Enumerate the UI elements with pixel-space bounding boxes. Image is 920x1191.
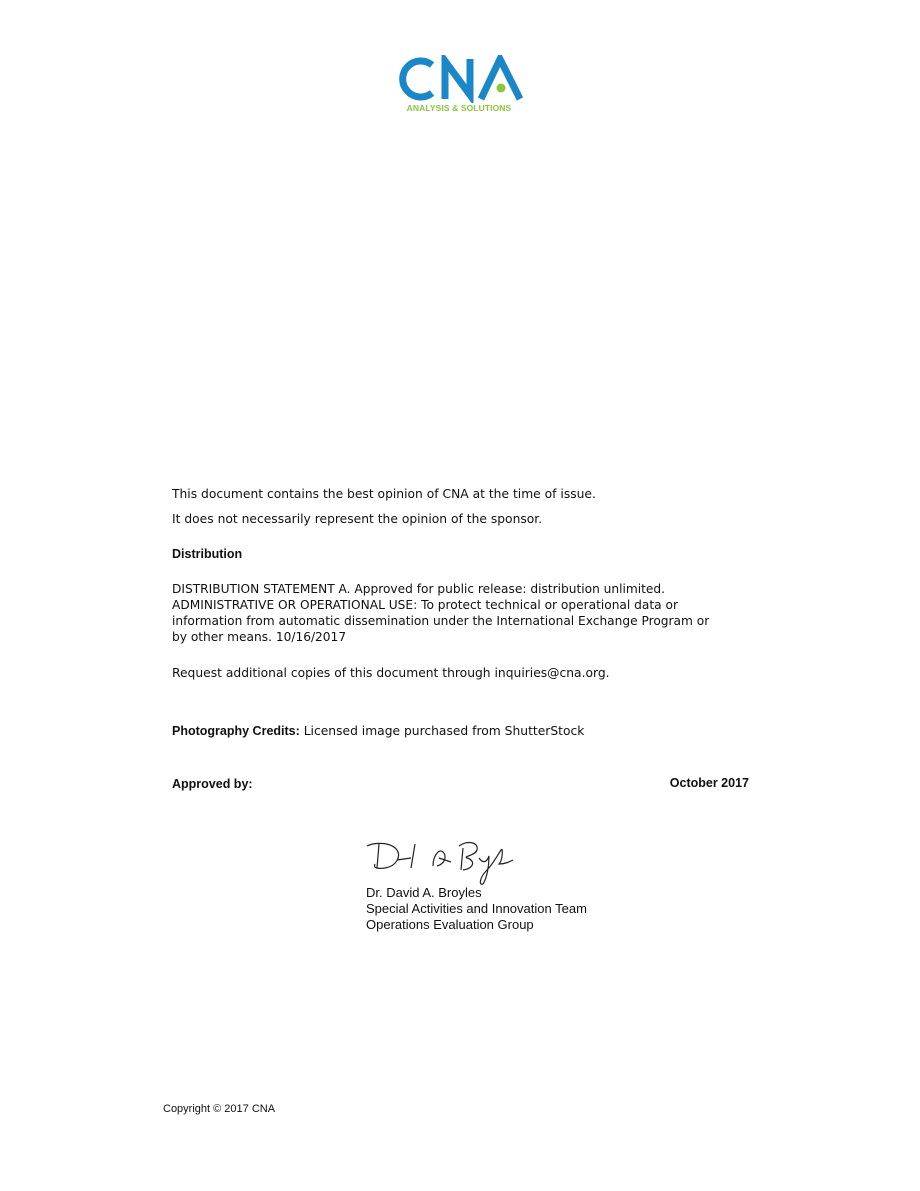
notice-line-2: It does not necessarily represent the opinion of the sponsor. [172, 512, 543, 526]
approval-date: October 2017 [669, 776, 749, 790]
approved-by-label: Approved by: [172, 777, 253, 791]
logo-tagline: ANALYSIS & SOLUTIONS [406, 103, 512, 113]
notice-line-1: This document contains the best opinion of CNA at the time of issue. [172, 487, 596, 501]
credits-label: Photography Credits: [172, 724, 300, 738]
distribution-line: ADMINISTRATIVE OR OPERATIONAL USE: To protect technical or operational data or [172, 598, 678, 612]
signer-team: Special Activities and Innovation Team [366, 901, 587, 916]
signer-group: Operations Evaluation Group [366, 917, 534, 932]
distribution-line: by other means. 10/16/2017 [172, 630, 347, 644]
signer-name: Dr. David A. Broyles [366, 885, 482, 900]
copies-request: Request additional copies of this document through inquiries@cna.org. [172, 666, 610, 680]
signature-icon [363, 838, 533, 888]
credits-text: Licensed image purchased from ShutterStock [299, 724, 585, 738]
signature [363, 838, 533, 888]
cna-logo [392, 55, 526, 117]
signer-block [366, 885, 587, 933]
photography-credits [172, 723, 584, 739]
distribution-heading: Distribution [172, 547, 243, 561]
distribution-line: information from automatic dissemination under the International Exchange Program or [172, 614, 710, 628]
copyright-notice: Copyright © 2017 CNA [163, 1103, 276, 1115]
cna-wordmark-icon [392, 55, 526, 103]
distribution-line: DISTRIBUTION STATEMENT A. Approved for public release: distribution unlimited. [172, 582, 666, 596]
distribution-statement [172, 581, 709, 645]
